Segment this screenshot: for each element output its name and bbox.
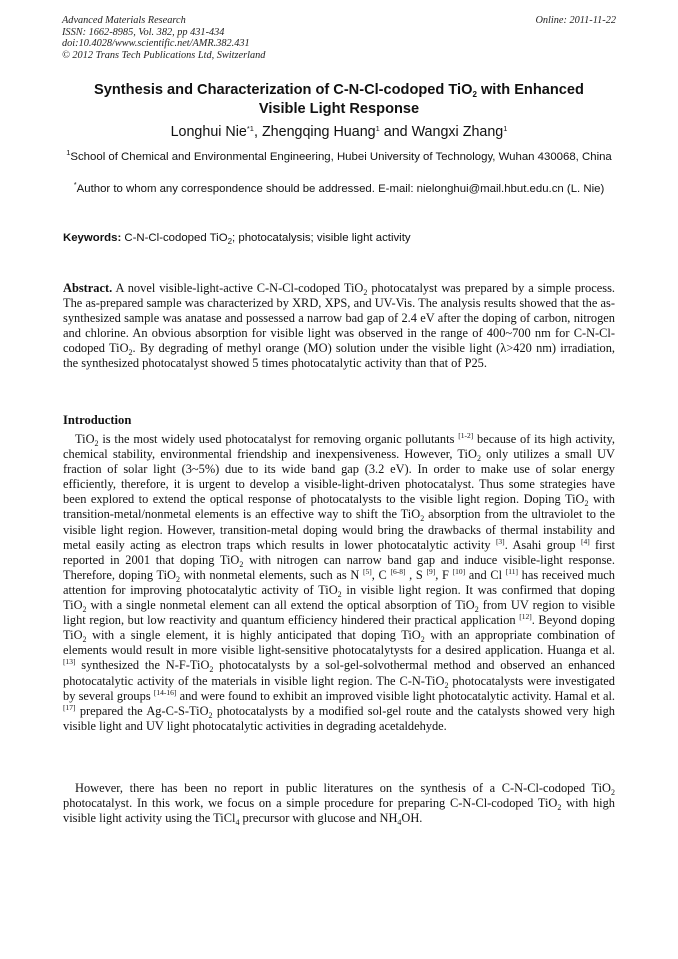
affiliation-text: School of Chemical and Environmental Engineering, Hubei University of Technology, Wuhan 430068, China: [70, 151, 612, 163]
introduction-paragraph-2: [63, 781, 615, 826]
subscript: 2: [239, 559, 244, 569]
author-separator: ,: [253, 124, 262, 140]
citation-marker: [14-16]: [153, 687, 177, 697]
introduction-paragraph-1: [63, 432, 615, 734]
correspondence-text: Author to whom any correspondence should be addressed. E-mail: nielonghui@mail.hbut.edu.cn (L. Nie): [76, 183, 605, 195]
author-list: [48, 123, 630, 141]
text-run: prepared the Ag-C-S-TiO: [75, 703, 209, 718]
text-run: only utilizes a small UV fraction of solar light (3~5%) due to its wide band gap (3.2 eV). In order to make use of solar energy efficiently, therefore, it is urgent to develop a visible-light-driven photocatalyst. Thus some strategies have been explored to extend the optical response of photocatalysts to the visible light region. Doping TiO: [63, 447, 615, 507]
abstract-text: . By degrading of methyl orange (MO) solution under the visible light (λ>420 nm) irradiation, the synthesized photocatalyst showed 5 times photocatalytic activity than that of P25.: [63, 341, 615, 371]
text-run: , S: [405, 567, 427, 582]
text-run: in visible light region. It was confirmed that doping TiO: [63, 582, 615, 613]
text-run: has received much attention for improving photocatalytic activity of TiO: [63, 567, 616, 597]
text-run: synthesized the N-F-TiO: [75, 658, 210, 673]
subscript: 2: [420, 635, 425, 645]
subscript: 2: [476, 454, 481, 464]
doi-line: doi:10.4028/www.scientific.net/AMR.382.431: [62, 38, 250, 50]
text-run: and were found to exhibit an improved visible light photocatalytic activity. Hamal et al.: [176, 688, 615, 703]
text-run: precursor with glucose and NH: [239, 811, 398, 826]
text-run: , C: [371, 567, 391, 582]
journal-header: [62, 15, 616, 61]
text-run: from UV region to visible light region, but low reactivity and quantum efficiency hindered their practical application: [63, 598, 616, 628]
abstract-text: A novel visible-light-active C-N-Cl-codoped TiO: [112, 281, 364, 295]
citation-marker: [5]: [363, 566, 372, 576]
paper-title: [48, 81, 630, 119]
abstract-text: photocatalyst was prepared by a simple process. The as-prepared sample was characterized by XRD, XPS, and UV-Vis. The analysis results showed that the as-synthesized sample was anatase and possessed a narrow bad gap of 2.4 eV after the doping of carbon, nitrogen and chlorine. An obvious absorption for visible light was observed in the range of 400~700 nm for C-N-Cl-codoped TiO: [63, 281, 615, 356]
correspondence-note: [60, 182, 618, 197]
text-run: is the most widely used photocatalyst for removing organic pollutants: [98, 432, 459, 446]
subscript: 2: [82, 635, 87, 645]
issn-line: ISSN: 1662-8985, Vol. 382, pp 431-434: [62, 26, 225, 38]
text-run: However, there has been no report in public literatures on the synthesis of a C-N-Cl-codoped TiO: [75, 781, 611, 795]
text-run: with an appropriate combination of elements would result in more visible light-sensitive photocatalytysts for a desired application. Huanga et al.: [63, 628, 615, 658]
text-run: photocatalysts by a modified sol-gel route and the catalysts showed very high visible light and UV light photocatalytic activities in degrading acetaldehyde.: [63, 703, 615, 733]
abstract-subscript: 2: [128, 348, 133, 358]
journal-name: Advanced Materials Research: [62, 15, 186, 26]
author-3: Wangxi Zhang: [411, 124, 504, 140]
abstract-label: Abstract.: [63, 281, 113, 295]
citation-marker: [3]: [495, 536, 505, 546]
abstract: [63, 281, 615, 372]
subscript: 2: [474, 605, 479, 615]
text-run: TiO: [75, 432, 95, 446]
title-subscript: 2: [472, 90, 477, 99]
text-run: photocatalysts were investigated by several groups: [63, 673, 615, 703]
text-run: photocatalysts by a sol-gel-solvothermal method and observed an enhanced photocatalytic activity of the materials in visible light region. The C-N-TiO: [63, 658, 615, 688]
text-run: with transition-metal/nonmetal elements is an effective way to shift the TiO: [63, 492, 615, 522]
citation-marker: [1-2]: [458, 431, 474, 440]
subscript: 2: [420, 514, 425, 524]
text-run: , F: [435, 567, 453, 582]
online-date: Online: 2011-11-22: [535, 15, 616, 26]
text-run: with a single nonmetal element can all extend the optical absorption of TiO: [86, 598, 475, 613]
subscript: 2: [584, 499, 589, 509]
keyword-1: C-N-Cl-codoped TiO: [121, 232, 228, 244]
citation-marker: [17]: [63, 702, 76, 712]
citation-marker: [12]: [519, 612, 532, 622]
subscript: 4: [397, 818, 402, 828]
author-3-marker: 1: [503, 124, 508, 133]
title-line2: Visible Light Response: [258, 101, 420, 117]
copyright-line: © 2012 Trans Tech Publications Ltd, Switzerland: [62, 49, 266, 61]
subscript: 2: [337, 589, 342, 599]
subscript: 4: [235, 818, 240, 828]
author-1: Longhui Nie: [170, 124, 247, 140]
affiliation: [60, 150, 618, 165]
keywords: [63, 231, 615, 245]
subscript: 2: [208, 710, 213, 720]
correspondence-marker: *: [73, 180, 77, 189]
citation-marker: [10]: [452, 566, 466, 576]
text-run: with nonmetal elements, such as N: [180, 567, 364, 582]
text-run: with high visible light activity using the TiCl: [63, 796, 615, 826]
title-line1-tail: with Enhanced: [476, 82, 584, 98]
abstract-subscript: 2: [363, 288, 368, 297]
subscript: 2: [176, 574, 181, 584]
text-run: with nitrogen can narrow band gap and induce visible-light response. Therefore, doping TiO: [63, 552, 615, 582]
citation-marker: [11]: [505, 566, 518, 576]
author-separator: and: [379, 124, 412, 140]
text-run: because of its high activity, chemical stability, environmental friendship and inexpensiveness. However, TiO: [63, 432, 615, 462]
author-1-marker: *1: [246, 124, 254, 133]
text-run: OH.: [401, 811, 423, 826]
citation-marker: [4]: [580, 536, 590, 546]
citation-marker: [13]: [63, 657, 76, 667]
text-run: absorption from the ultraviolet to the visible light region. However, transition-metal doping would bring the drawbacks of thermal instability and metal easily acting as electron traps which results in lower photocatalytic activity: [63, 507, 615, 552]
subscript: 2: [209, 665, 214, 675]
author-2-marker: 1: [375, 124, 380, 133]
keyword-subscript: 2: [227, 237, 233, 246]
text-run: and Cl: [465, 567, 506, 582]
title-line1: Synthesis and Characterization of C-N-Cl-codoped TiO: [94, 82, 473, 98]
citation-marker: [9]: [426, 566, 436, 576]
author-2: Zhengqing Huang: [261, 124, 376, 140]
citation-marker: [6-8]: [390, 566, 406, 576]
affiliation-marker: 1: [66, 148, 71, 157]
text-run: . Asahi group: [504, 537, 581, 552]
keywords-label: Keywords:: [63, 232, 122, 244]
text-run: . Beyond doping TiO: [63, 613, 616, 643]
text-run: first reported in 2001 that doping TiO: [63, 537, 616, 567]
section-heading: Introduction: [63, 413, 132, 427]
subscript: 2: [557, 803, 562, 813]
keywords-rest: ; photocatalysis; visible light activity: [232, 232, 411, 244]
subscript: 2: [82, 605, 87, 615]
text-run: with a single element, it is highly anticipated that doping TiO: [86, 628, 421, 643]
subscript: 2: [611, 788, 615, 797]
subscript: 2: [444, 680, 449, 690]
text-run: photocatalyst. In this work, we focus on a simple procedure for preparing C-N-Cl-codoped TiO: [63, 796, 558, 811]
subscript: 2: [94, 439, 99, 448]
